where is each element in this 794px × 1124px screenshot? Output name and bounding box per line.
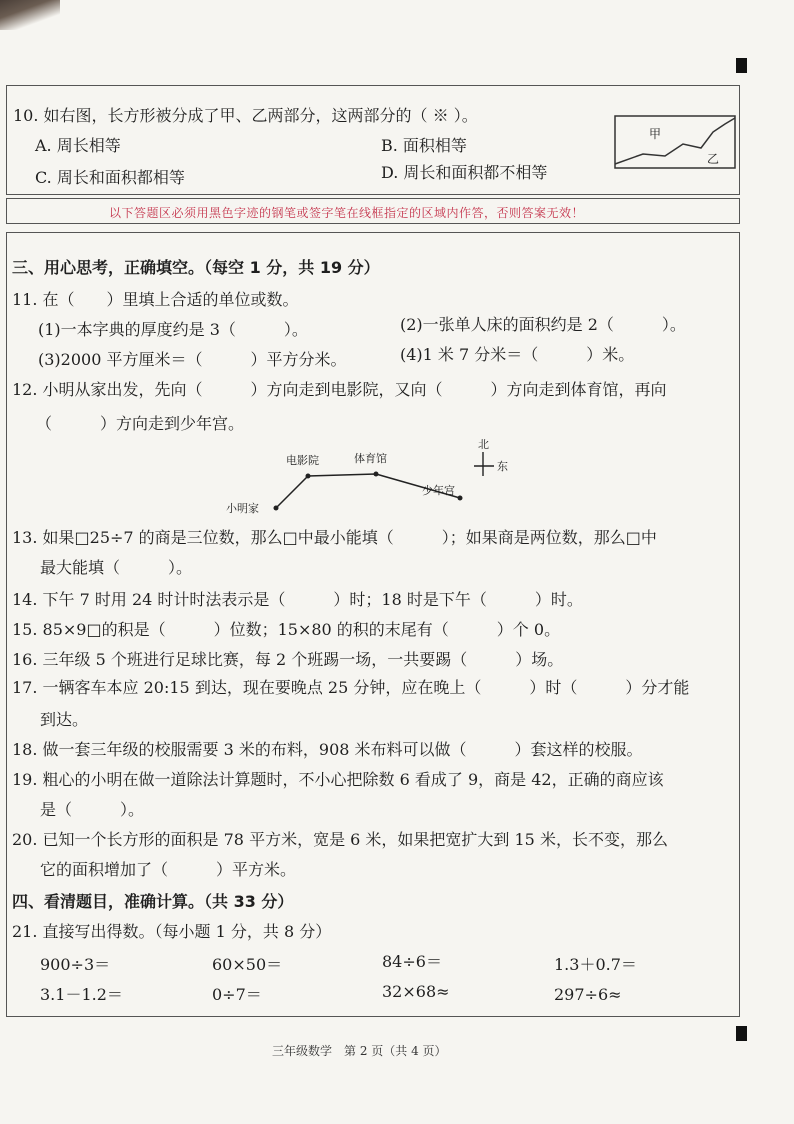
calc-7: 32×68≈ — [382, 982, 450, 1001]
label-palace: 少年宫 — [422, 484, 455, 497]
question-12-line-2: （ ）方向走到少年宫。 — [36, 414, 245, 433]
page-corner-shadow — [0, 0, 60, 30]
calc-3: 84÷6＝ — [382, 952, 442, 971]
calc-2: 60×50＝ — [212, 955, 283, 974]
question-17-line-2: 到达。 — [40, 710, 89, 729]
question-20-line-1: 20. 已知一个长方形的面积是 78 平方米，宽是 6 米，如果把宽扩大到 15 米，长不变，那么 — [12, 830, 668, 849]
alignment-mark-bottom — [736, 1026, 747, 1041]
label-home: 小明家 — [226, 502, 259, 515]
rectangle-figure — [613, 114, 737, 170]
question-16: 16. 三年级 5 个班进行足球比赛，每 2 个班踢一场，一共要踢（ ）场。 — [12, 650, 564, 669]
calc-8: 297÷6≈ — [554, 985, 622, 1004]
route-map — [220, 436, 520, 522]
option-a: A. 周长相等 — [35, 136, 121, 155]
compass-icon — [476, 458, 488, 470]
question-19-line-2: 是（ ）。 — [40, 800, 145, 819]
question-13-line-1: 13. 如果□25÷7 的商是三位数，那么□中最小能填（ ）；如果商是两位数，那么□中 — [12, 528, 657, 547]
question-21-title: 21. 直接写出得数。（每小题 1 分，共 8 分） — [12, 922, 332, 941]
question-11-item-1: (1)一本字典的厚度约是 3（ ）。 — [38, 320, 308, 339]
calc-4: 1.3＋0.7＝ — [554, 955, 637, 974]
question-11-item-4: (4)1 米 7 分米＝（ ）米。 — [400, 345, 635, 364]
section-3-heading: 三、用心思考，正确填空。（每空 1 分，共 19 分） — [12, 258, 380, 277]
compass-east-label: 东 — [497, 460, 508, 473]
option-b: B. 面积相等 — [381, 136, 467, 155]
question-13-line-2: 最大能填（ ）。 — [40, 558, 193, 577]
question-17-line-1: 17. 一辆客车本应 20:15 到达，现在要晚点 25 分钟，应在晚上（ ）时（ ）分才能 — [12, 678, 690, 697]
calc-5: 3.1－1.2＝ — [40, 985, 123, 1004]
alignment-mark-top — [736, 58, 747, 73]
question-10-box — [6, 85, 740, 195]
question-19-line-1: 19. 粗心的小明在做一道除法计算题时，不小心把除数 6 看成了 9，商是 42，正确的商应该 — [12, 770, 664, 789]
page-footer: 三年级数学 第 2 页（共 4 页） — [272, 1044, 447, 1058]
option-d: D. 周长和面积都不相等 — [381, 163, 548, 182]
label-yi: 乙 — [707, 152, 720, 166]
question-11-title: 11. 在（ ）里填上合适的单位或数。 — [12, 290, 299, 309]
label-gym: 体育馆 — [354, 452, 387, 465]
section-4-heading: 四、看清题目，准确计算。（共 33 分） — [12, 892, 294, 911]
label-cinema: 电影院 — [286, 454, 319, 467]
question-12-line-1: 12. 小明从家出发，先向（ ）方向走到电影院，又向（ ）方向走到体育馆，再向 — [12, 380, 667, 399]
question-11-item-2: (2)一张单人床的面积约是 2（ ）。 — [400, 315, 686, 334]
question-15: 15. 85×9□的积是（ ）位数；15×80 的积的末尾有（ ）个 0。 — [12, 620, 561, 639]
question-14: 14. 下午 7 时用 24 时计时法表示是（ ）时；18 时是下午（ ）时。 — [12, 590, 583, 609]
question-20-line-2: 它的面积增加了（ ）平方米。 — [40, 860, 297, 879]
calc-1: 900÷3＝ — [40, 955, 111, 974]
notice-bar — [6, 198, 740, 224]
label-jia: 甲 — [649, 127, 662, 141]
calc-6: 0÷7＝ — [212, 985, 262, 1004]
question-18: 18. 做一套三年级的校服需要 3 米的布料，908 米布料可以做（ ）套这样的校服。 — [12, 740, 643, 759]
question-11-item-3: (3)2000 平方厘米＝（ ）平方分米。 — [38, 350, 347, 369]
option-c: C. 周长和面积都相等 — [35, 168, 185, 187]
notice-text: 以下答题区必须用黑色字迹的钢笔或签字笔在线框指定的区域内作答，否则答案无效！ — [109, 206, 585, 220]
question-10-text: 10. 如右图，长方形被分成了甲、乙两部分，这两部分的（ ※ ）。 — [13, 106, 478, 125]
compass-north-label: 北 — [478, 438, 489, 451]
